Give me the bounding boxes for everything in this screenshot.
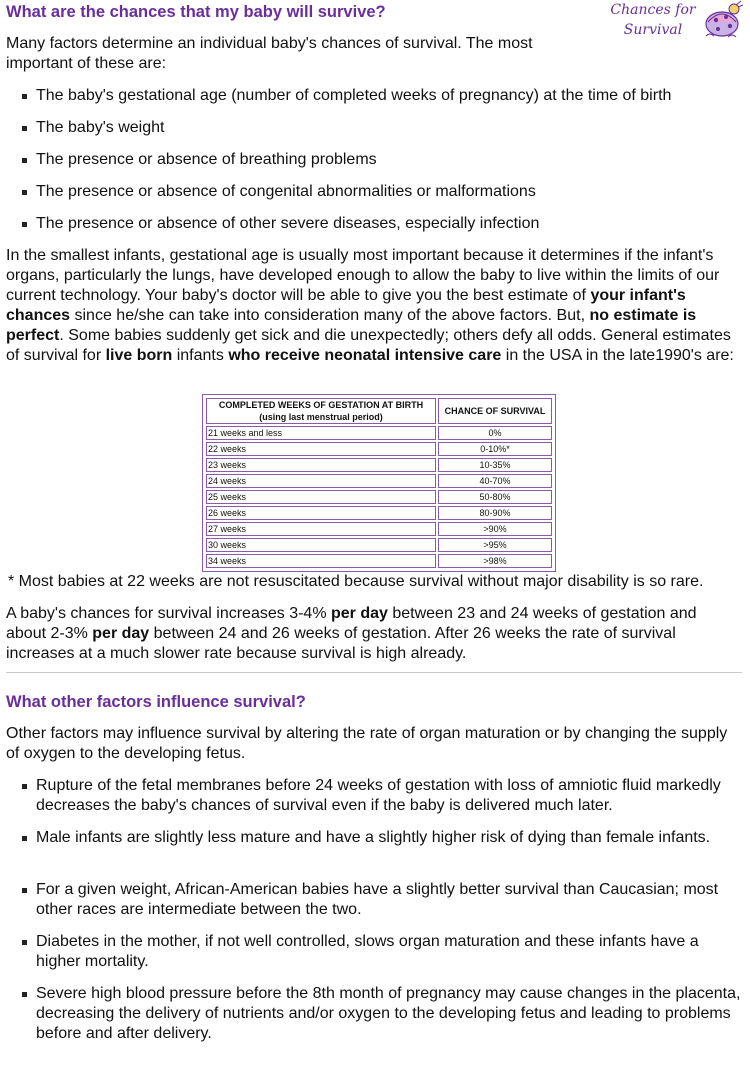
text-run: . Some babies suddenly get sick and die unexpectedly; others defy all odds. General estimates of survival for	[6, 327, 731, 364]
list-item: The baby's weight	[6, 118, 164, 138]
list-item: Severe high blood pressure before the 8th month of pregnancy may cause changes in the placenta, decreasing the delivery of nutrients and/or oxygen to the developing fetus and leading to problems before and after delivery.	[6, 984, 742, 1044]
cell-chance: >95%	[438, 538, 552, 552]
logo-text	[602, 0, 704, 40]
cell-chance: 0-10%*	[438, 442, 552, 456]
text-run: In the smallest infants, gestational age is usually most important because it determines if the infant's organs, particularly the lungs, have developed enough to allow the baby to live within the limits of our current technology. Your baby's doctor will be able to give you the best estimate of	[6, 247, 720, 304]
emphasis-no-estimate-is-perfect: no estimate is perfect	[6, 307, 697, 344]
text-run: between 24 and 26 weeks of gestation. After 26 weeks the rate of survival increases at a much slower rate because survival is high already.	[6, 625, 676, 662]
cell-gestation: 21 weeks and less	[206, 426, 436, 440]
cell-gestation: 24 weeks	[206, 474, 436, 488]
table-row	[206, 554, 552, 568]
emphasis-per-day: per day	[92, 625, 150, 642]
cell-gestation: 30 weeks	[206, 538, 436, 552]
cell-gestation: 25 weeks	[206, 490, 436, 504]
daily-increase-paragraph	[6, 604, 741, 664]
list-item: The presence or absence of congenital abnormalities or malformations	[6, 182, 536, 202]
table-row	[206, 522, 552, 536]
list-item: The baby's gestational age (number of completed weeks of pregnancy) at the time of birth	[6, 86, 671, 106]
text-run: since he/she can take into consideration many of the above factors. But,	[70, 307, 590, 324]
list-item: The presence or absence of other severe diseases, especially infection	[6, 214, 539, 234]
table-row	[206, 490, 552, 504]
header-gestation-line2: (using last menstrual period)	[259, 412, 383, 422]
text-run: between 23 and 24 weeks of gestation and about 2-3%	[6, 605, 697, 642]
list-item: Rupture of the fetal membranes before 24 weeks of gestation with loss of amniotic fluid markedly decreases the baby's chances of survival even if the baby is delivered much later.	[6, 776, 742, 816]
table-row	[206, 538, 552, 552]
emphasis-neonatal-intensive-care: who receive neonatal intensive care	[228, 347, 502, 364]
table-row	[206, 474, 552, 488]
text-run: in the USA in the late1990's are:	[501, 347, 734, 364]
chances-for-survival-logo	[602, 0, 750, 44]
text-run: A baby's chances for survival increases 3-4%	[6, 605, 331, 622]
survival-table	[202, 394, 556, 572]
cell-chance: 80-90%	[438, 506, 552, 520]
list-item: Diabetes in the mother, if not well controlled, slows organ maturation and these infants have a higher mortality.	[6, 932, 742, 972]
section-title-other-factors: What other factors influence survival?	[6, 693, 306, 711]
list-item: The presence or absence of breathing problems	[6, 150, 377, 170]
cell-gestation: 34 weeks	[206, 554, 436, 568]
emphasis-live-born: live born	[105, 347, 173, 364]
logo-line2: Survival	[623, 22, 683, 38]
emphasis-per-day: per day	[330, 605, 388, 622]
cell-chance: 10-35%	[438, 458, 552, 472]
table-row	[206, 442, 552, 456]
table-row	[206, 426, 552, 440]
cell-chance: 40-70%	[438, 474, 552, 488]
cell-chance: >98%	[438, 554, 552, 568]
header-gestation-line1: COMPLETED WEEKS OF GESTATION AT BIRTH	[218, 400, 424, 410]
cell-gestation: 23 weeks	[206, 458, 436, 472]
gestational-age-paragraph	[6, 246, 738, 366]
footnote: * Most babies at 22 weeks are not resuscitated because survival without major disability is so rare.	[8, 573, 704, 590]
other-factors-intro: Other factors may influence survival by altering the rate of organ maturation or by changing the supply of oxygen to the developing fetus.	[6, 725, 728, 762]
cell-gestation: 22 weeks	[206, 442, 436, 456]
emphasis-your-infants-chances: your infant's chances	[6, 287, 686, 324]
table-row	[206, 458, 552, 472]
table-body	[206, 426, 552, 568]
cell-gestation: 26 weeks	[206, 506, 436, 520]
table-header-row	[206, 398, 552, 424]
list-item: For a given weight, African-American babies have a slightly better survival than Caucasian; most other races are intermediate between the two.	[6, 880, 742, 920]
list-item: Male infants are slightly less mature and have a slightly higher risk of dying than female infants.	[6, 828, 742, 848]
cell-gestation: 27 weeks	[206, 522, 436, 536]
ladybug-icon	[700, 0, 744, 42]
cell-chance: 50-80%	[438, 490, 552, 504]
header-gestation	[206, 398, 436, 424]
cell-chance: >90%	[438, 522, 552, 536]
cell-chance: 0%	[438, 426, 552, 440]
table-row	[206, 506, 552, 520]
section-title-survival: What are the chances that my baby will survive?	[6, 3, 386, 21]
logo-line1: Chances for	[610, 2, 696, 18]
intro-paragraph: Many factors determine an individual baby's chances of survival. The most important of these are:	[6, 35, 533, 72]
header-chance: CHANCE OF SURVIVAL	[438, 398, 552, 424]
text-run: infants	[172, 347, 229, 364]
section-divider	[6, 672, 742, 673]
